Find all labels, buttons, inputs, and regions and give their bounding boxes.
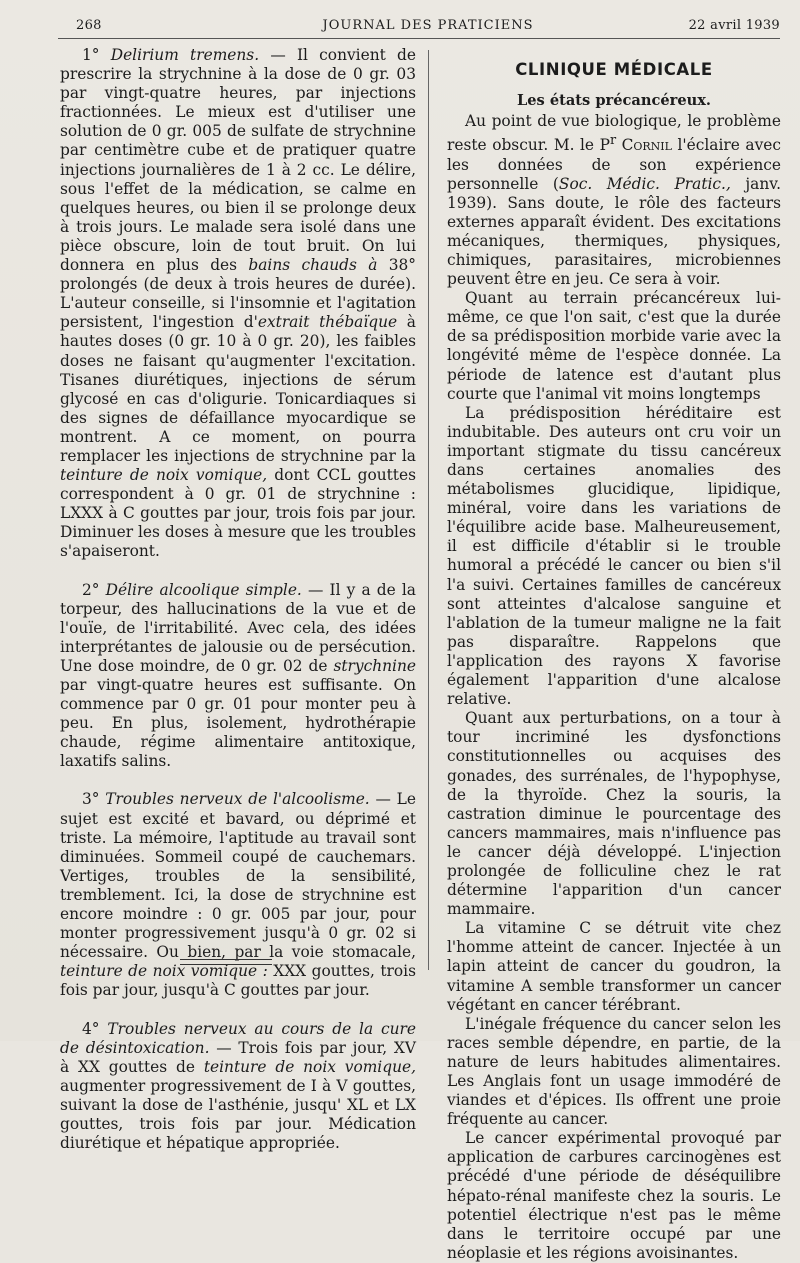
section-text: 38° prolongés (de deux à trois heures de durée). L'auteur conseille, si l'insomnie et l'agitation persistent, l'ingestion d' xyxy=(60,256,417,332)
paragraph-text: Au point de vue biologique, le problème reste obscur. M. le P xyxy=(447,112,781,155)
section-text: par vingt-quatre heures est suffisante. On commence par 0 gr. 01 pour monter peu à peu. En plus, isolement, hydrothérapie chaude, régime alimentaire antitoxique, laxatifs salins. xyxy=(60,676,416,771)
section-title: Troubles nerveux au cours de la cure de désintoxication. xyxy=(60,1019,416,1057)
section-number: 4° xyxy=(82,1019,100,1038)
left-column xyxy=(60,46,416,1172)
end-of-article-rule xyxy=(180,959,272,965)
paragraph: Quant au terrain précancéreux lui-même, ce que l'on sait, c'est que la durée de sa prédisposition morbide varie avec la longévité même de l'espèce donnée. La période de latence est d'autant plus courte que l'animal vit moins longtemps xyxy=(447,289,781,403)
paragraph: La prédisposition héréditaire est indubitable. Des auteurs ont cru voir un important stigmate du tissu cancéreux dans certaines anomalies des métabolismes glucidique, lipidique, minéral, voire dans les variations de l'équilibre acide base. Malheureusement, il est difficile d'établir si le trouble humoral a précédé le cancer ou bien s'il l'a suivi. Certaines familles de cancéreux sont atteintes d'alcalose sanguine et l'ablation de la tumeur maligne ne la fait pas disparaître. Rappelons que l'application des rayons X favorise également l'apparition d'une alcalose relative. xyxy=(447,403,781,709)
section-text: dont CCL gouttes correspondent à 0 gr. 01 de strychnine : LXXX à C gouttes par jour, trois fois par jour. Diminuer les doses à mesure que les troubles s'apaiseront. xyxy=(60,466,416,561)
running-header xyxy=(76,18,780,38)
emphasis: bains chauds à xyxy=(248,256,378,275)
emphasis: extrait thébaïque xyxy=(257,313,398,332)
section-text: — Il y a de la torpeur, des hallucinations de la vue et de l'ouïe, de l'irritabilité. Avec cela, des idées interprétantes de jalousie ou de persécution. Une dose moindre, de 0 gr. 02 de xyxy=(60,580,416,675)
section-delire-alcoolique xyxy=(60,581,416,772)
title-superscript: r xyxy=(609,133,617,149)
journal-title: JOURNAL DES PRATICIENS xyxy=(322,18,534,33)
emphasis: teinture de noix vomique, xyxy=(203,1057,416,1076)
citation: Soc. Médic. Pratic., xyxy=(558,174,731,193)
section-delirium-tremens xyxy=(60,46,416,562)
emphasis: teinture de noix vomique, xyxy=(60,466,268,485)
paragraph: La vitamine C se détruit vite chez l'homme atteint de cancer. Injectée à un lapin atteint de cancer du goudron, la vitamine A semble transformer un cancer végétant en cancer térébrant. xyxy=(447,919,781,1014)
paragraph: Quant aux perturbations, on a tour à tour incriminé les dysfonctions constitutionnelles ou acquises des gonades, des surrénales, de l'hypophyse, de la thyroïde. Chez la souris, la castration diminue le pourcentage des cancers mammaires, mais n'influence pas le cancer déjà développé. L'injection prolongée de folliculine chez le rat détermine l'apparition d'un cancer mammaire. xyxy=(447,709,781,919)
section-title: Delirium tremens. xyxy=(110,46,260,64)
section-text: — Il convient de prescrire la strychnine à la dose de 0 gr. 03 par vingt-quatre heures, par injections fractionnées. Le mieux est d'utiliser une solution de 0 gr. 005 de sulfate de strychnine par centimètre cube et de pratiquer quatre injections journalières de 1 à 2 cc. Le délire, sous l'effet de la médication, se calme en quelques heures, ou bien il se prolonge deux à trois jours. Le malade sera isolé dans une pièce obscure, loin de tout bruit. On lui donnera en plus des xyxy=(60,46,416,275)
column-divider xyxy=(428,50,429,970)
section-text: XXX gouttes, trois fois par jour, jusqu'à C gouttes par jour. xyxy=(60,962,416,1000)
paragraph-text: janv. 1939). Sans doute, le rôle des facteurs externes apparaît évident. Des excitations mécaniques, thermiques, physiques, chimiques, parasitaires, microbiennes peuvent être en jeu. Ce sera à voir. xyxy=(447,174,781,289)
author-name: Cornil xyxy=(616,136,672,155)
section-title: Délire alcoolique simple. xyxy=(105,580,302,599)
paragraph-text: l'éclaire avec les données de son expérience personnelle ( xyxy=(447,136,781,193)
section-troubles-nerveux xyxy=(60,790,416,1000)
rubric-heading: CLINIQUE MÉDICALE xyxy=(515,60,713,79)
section-cure-desintoxication xyxy=(60,1020,416,1154)
section-text: augmenter progressivement de I à V gouttes, suivant la dose de l'asthénie, jusqu' XL et LX gouttes, trois fois par jour. Médication diurétique et hépatique appropriée. xyxy=(60,1076,416,1153)
section-number: 2° xyxy=(82,580,100,599)
section-number: 1° xyxy=(82,46,100,64)
section-title: Troubles nerveux de l'alcoolisme. xyxy=(105,790,370,809)
header-rule xyxy=(58,38,780,39)
page-number: 268 xyxy=(76,18,102,33)
emphasis: teinture de noix vomique : xyxy=(60,962,268,981)
section-text: à hautes doses (0 gr. 10 à 0 gr. 20), les faibles doses ne faisant qu'augmenter l'excitation. Tisanes diurétiques, injections de sérum glycosé en cas d'oligurie. Tonicardiaques si des signes de défaillance myocardique se montrent. A ce moment, on pourra remplacer les injections de strychnine par la xyxy=(60,313,416,465)
paragraph: L'inégale fréquence du cancer selon les races semble dépendre, en partie, de la nature de leurs habitudes alimentaires. Les Anglais font un usage immodéré de viandes et d'épices. Ils offrent une proie fréquente au cancer. xyxy=(447,1014,781,1129)
section-text: — Le sujet est excité et bavard, ou déprimé et triste. La mémoire, l'aptitude au travail sont diminuées. Sommeil coupé de cauchemars. Vertiges, troubles de la sensibilité, tremblement. Ici, la dose de strychnine est encore moindre : 0 gr. 005 par jour, pour monter progressivement jusqu'à 0 gr. 02 si nécessaire. Ou bien, par la voie stomacale, xyxy=(60,790,416,962)
section-number: 3° xyxy=(82,790,100,809)
paragraph: Le cancer expérimental provoqué par application de carbures carcinogènes est précédé d'une période de déséquilibre hépato-rénal manifeste chez la souris. Le potentiel électrique n'est pas le même dans le territoire occupé par une néoplasie et les régions avoisinantes. xyxy=(447,1129,781,1262)
emphasis: strychnine xyxy=(333,656,416,675)
section-text: — Trois fois par jour, XV à XX gouttes de xyxy=(60,1038,416,1076)
paragraph xyxy=(447,112,781,289)
issue-date: 22 avril 1939 xyxy=(688,18,780,33)
right-column xyxy=(447,46,781,1263)
article-title: Les états précancéreux. xyxy=(516,92,712,110)
